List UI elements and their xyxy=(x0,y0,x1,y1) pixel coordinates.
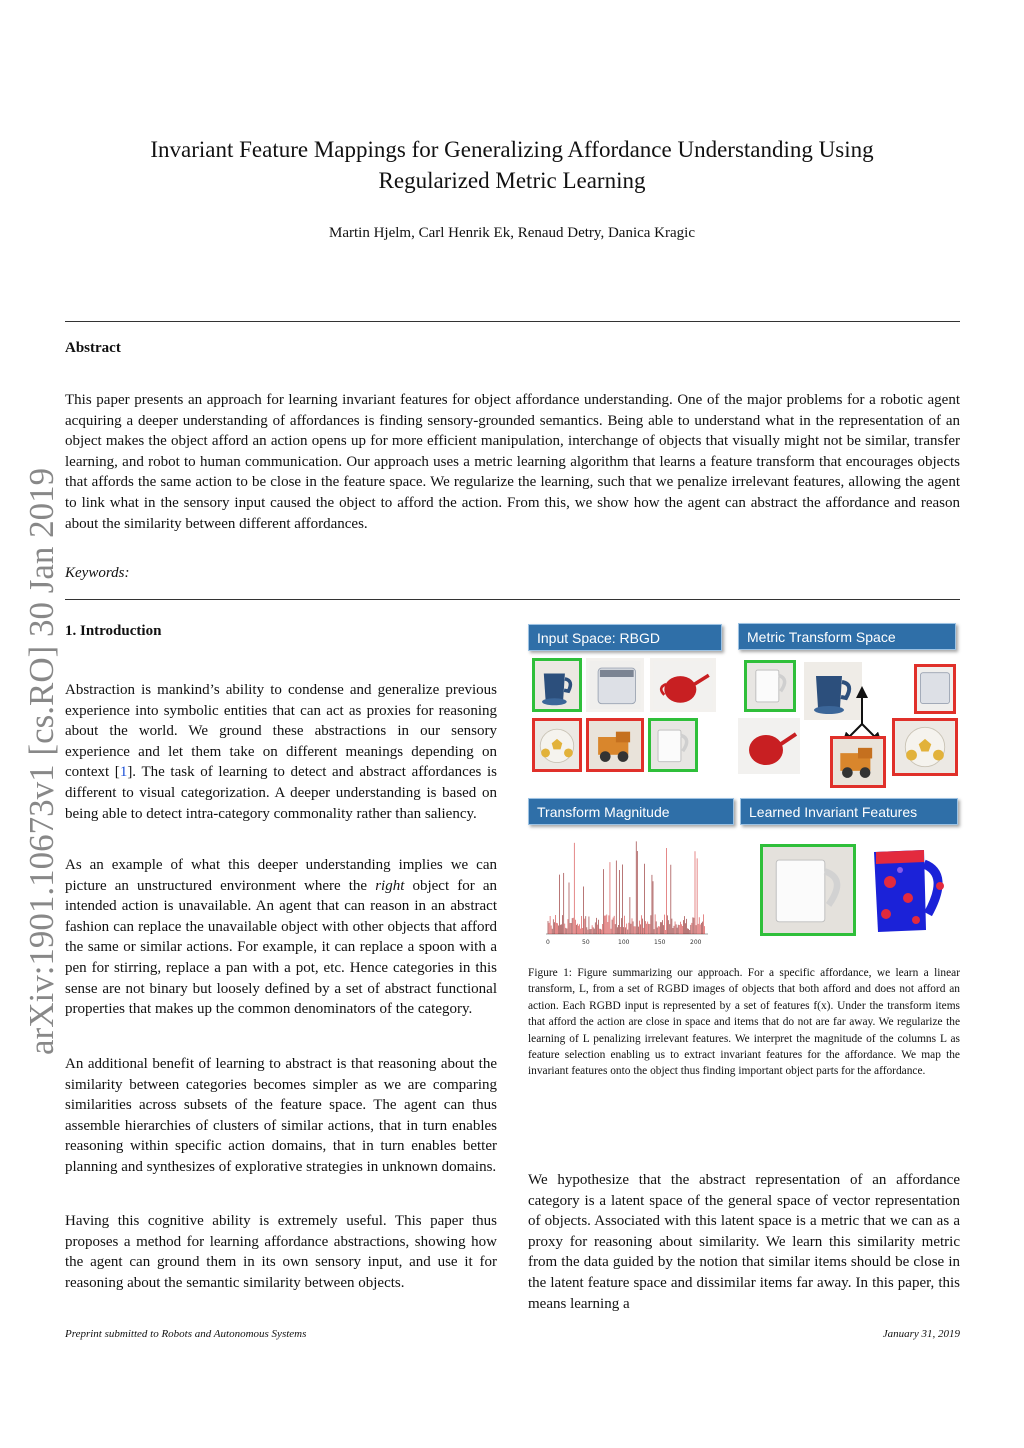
author-list: Martin Hjelm, Carl Henrik Ek, Renaud Detry, Danica Kragic xyxy=(329,225,695,241)
invariant-feature-pointcloud-mug xyxy=(866,840,952,940)
section-heading-introduction: 1. Introduction xyxy=(65,623,162,639)
figure-1 xyxy=(528,622,960,952)
axis-tick-label: 150 xyxy=(654,939,666,946)
intro-p2-text-a: As an example of what this deeper understanding implies we can picture an unstructured environment where the xyxy=(65,857,497,894)
metric-thumbnail-white-mug xyxy=(744,660,796,712)
panel-banner-input-space: Input Space: RBGD xyxy=(528,624,722,651)
intro-paragraph-3: An additional benefit of learning to abstract is that reasoning about the similarity between categories becomes simpler as we are comparing similarities across subsets of the feature space. The agent can thus assemble hierarchies of clusters of similar actions, that in turn enables reasoning within specific action domains, that in turn enables better planning and synthesizes of explorative strategies in unknown domains. xyxy=(65,1056,497,1175)
toy-truck-icon xyxy=(589,721,641,769)
red-teapot-icon xyxy=(738,718,800,774)
citation-link[interactable]: 1 xyxy=(119,764,128,781)
soccer-ball-icon xyxy=(535,721,579,769)
panel-banner-metric-space: Metric Transform Space xyxy=(738,623,956,650)
intro-paragraph-4: Having this cognitive ability is extremely useful. This paper thus proposes a method for learning affordance abstractions, showing how the agent can ground them in its own sensory input, and use it for reasoning about the semantic similarity between objects. xyxy=(65,1213,497,1291)
keywords-label: Keywords: xyxy=(65,565,130,581)
axis-tick-label: 200 xyxy=(690,939,702,946)
metric-thumbnail-red-teapot xyxy=(738,718,800,774)
intro-paragraph-1 xyxy=(65,680,497,824)
paper-title: Invariant Feature Mappings for Generalizing Affordance Understanding Using Regularized Metric Learning xyxy=(150,137,874,193)
abstract-text: This paper presents an approach for learning invariant features for object affordance understanding. One of the major problems for a robotic agent acquiring a deeper understanding of affordances is finding sensory-grounded semantics. Being able to understand what in the representation of an object makes the object afford an action opens up for more efficient manipulation, interchange of objects that visually might not be similar, transfer learning, and robot to human communication. Our approach uses a metric learning algorithm that learns a feature transform that encourages objects that affords the same action to be close in the feature space. We regularize the learning, such that we penalize irrelevant features, allowing the agent to link what in the sensory input caused the object to afford the action. From this, we show how the agent can abstract the affordance and reason about the similarity between different affordances. xyxy=(65,392,960,532)
caption-text: Figure summarizing our approach. For a specific affordance, we learn a linear transform, L, from a set of RGBD images of objects that both afford and does not afford an action. Each RGBD input is represented by a set of features f(x). Under the transform items that afford the action are close in space and items that do not are far away. We regularize the learning of L penalizing irrelevant features. We interpret the magnitude of the columns L as feature selection enabling us to extract invariant features for the affordance. We map the invariant features onto the object thus finding important object parts for the affordance. xyxy=(528,967,960,1078)
panel-banner-transform-magnitude: Transform Magnitude xyxy=(528,798,734,825)
caption-label: Figure 1: xyxy=(528,967,572,979)
metric-thumbnail-toy-truck xyxy=(830,736,886,788)
axis-tick-label: 0 xyxy=(546,939,550,946)
object-thumbnail-red-teapot xyxy=(650,658,716,712)
object-thumbnail-container xyxy=(586,658,644,712)
metric-thumbnail-soccer-ball xyxy=(892,718,958,776)
container-icon xyxy=(589,661,641,709)
abstract-bottom-rule xyxy=(65,599,960,600)
white-mug-icon xyxy=(651,721,695,769)
top-rule xyxy=(65,321,960,322)
soccer-ball-icon xyxy=(895,721,955,773)
intro-p2-emphasis: right xyxy=(375,877,405,894)
object-thumbnail-soccer-ball xyxy=(532,718,582,772)
container-icon xyxy=(917,667,953,711)
toy-truck-icon xyxy=(833,739,883,785)
object-thumbnail-toy-truck xyxy=(586,718,644,772)
white-mug-icon xyxy=(747,663,793,709)
object-thumbnail-blue-mug xyxy=(532,658,582,712)
magnitude-bars xyxy=(548,841,704,934)
figure-1-caption xyxy=(528,965,960,1080)
metric-thumbnail-container xyxy=(914,664,956,714)
axis-tick-label: 50 xyxy=(582,939,590,946)
intro-paragraph-2 xyxy=(65,855,497,1020)
intro-p1-text-a: Abstraction is mankind’s ability to condense and generalize previous experience into symbolic entities that can act as proxies for reasoning about the world. We ground these abstractions in our sensory experience and let them take on different meanings depending on context [ xyxy=(65,682,497,781)
red-teapot-icon xyxy=(653,661,713,709)
blue-mug-icon xyxy=(535,661,579,709)
invariant-thumbnail-white-mug xyxy=(760,844,856,936)
footer-left: Preprint submitted to Robots and Autonomous Systems xyxy=(65,1328,307,1340)
white-mug-icon xyxy=(763,847,853,933)
transform-magnitude-plot xyxy=(542,834,712,946)
intro-right-paragraph: We hypothesize that the abstract representation of an affordance category is a latent space of the general space of vector representation of objects. Associated with this latent space is a metric that we can as a proxy for reasoning about similarity. We learn this similarity metric from the data guided by the notion that similar items should be close in the latent feature space and dissimilar items far away. In this paper, this means learning a xyxy=(528,1172,960,1312)
intro-p1-text-b: ]. The task of learning to detect and abstract affordances is different to visual categorization. A deeper understanding is based on being able to detect intra-category commonality rather than saliency. xyxy=(65,764,497,822)
panel-banner-invariant-features: Learned Invariant Features xyxy=(740,798,958,825)
axis-tick-label: 100 xyxy=(618,939,630,946)
footer-right: January 31, 2019 xyxy=(882,1328,960,1340)
abstract-heading: Abstract xyxy=(65,340,121,356)
intro-p2-text-b: object for an intended action is unavailable. An agent that can reason in an abstract fashion can replace the unavailable object with other objects that afford the same or similar actions. For example, it can replace a spoon with a pen for stirring, replace a pan with a pot, etc. Hence categories in this sense are not binary but loosely defined by a set of abstract functional properties that makes up the common denominators of the category. xyxy=(65,877,497,1018)
arxiv-watermark: arXiv:1901.10673v1 [cs.RO] 30 Jan 2019 xyxy=(22,467,61,1055)
object-thumbnail-white-mug xyxy=(648,718,698,772)
